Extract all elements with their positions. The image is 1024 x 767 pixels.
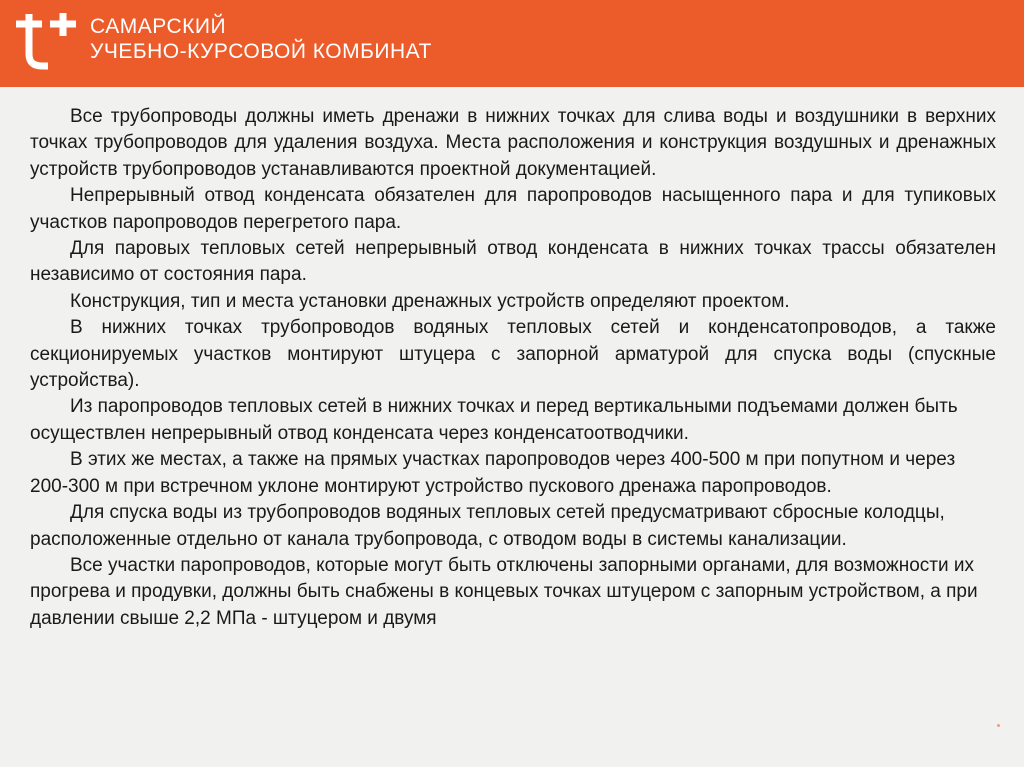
brand-line-2: УЧЕБНО-КУРСОВОЙ КОМБИНАТ [90,40,432,63]
decorative-dot [997,724,1000,727]
body-text [30,104,996,632]
paragraph: Все участки паропроводов, которые могут быть отключены запорными органами, для возможности их прогрева и продувки, должны быть снабжены в концевых точках штуцером с запорным устройством, а при давлении свыше 2,2 МПа - штуцером и двумя [30,554,978,629]
paragraph: Непрерывный отвод конденсата обязателен для паропроводов насыщенного пара и для тупиковых участков паропроводов перегретого пара. [30,185,996,233]
paragraph: Все трубопроводы должны иметь дренажи в нижних точках для слива воды и воздушники в верхних точках трубопроводов для удаления воздуха. Места расположения и конструкция воздушных и дренажных устройств трубопроводов устанавливаются проектной документацией. [30,106,996,180]
paragraph: В этих же местах, а также на прямых участках паропроводов через 400-500 м при попутном и через 200-300 м при встречном уклоне монтируют устройство пускового дренажа паропроводов. [30,449,956,497]
paragraph: В нижних точках трубопроводов водяных тепловых сетей и конденсатопроводов, а также секционируемых участков монтируют штуцера с запорной арматурой для спуска воды (спускные устройства). [30,317,996,392]
t-plus-logo-icon [14,10,78,74]
paragraph: Для паровых тепловых сетей непрерывный отвод конденсата в нижних точках трассы обязателен независимо от состояния пара. [30,238,996,286]
paragraph: Для спуска воды из трубопроводов водяных тепловых сетей предусматривают сбросные колодцы, расположенные отдельно от канала трубопровода, с отводом воды в системы канализации. [30,502,945,550]
paragraph: Из паропроводов тепловых сетей в нижних точках и перед вертикальными подъемами должен быть осуществлен непрерывный отвод конденсата через конденсатоотводчики. [30,396,958,444]
brand-name [90,14,432,64]
brand-line-1: САМАРСКИЙ [90,15,227,38]
header-bar [0,0,1024,87]
paragraph: Конструкция, тип и места установки дренажных устройств определяют проектом. [70,290,790,312]
